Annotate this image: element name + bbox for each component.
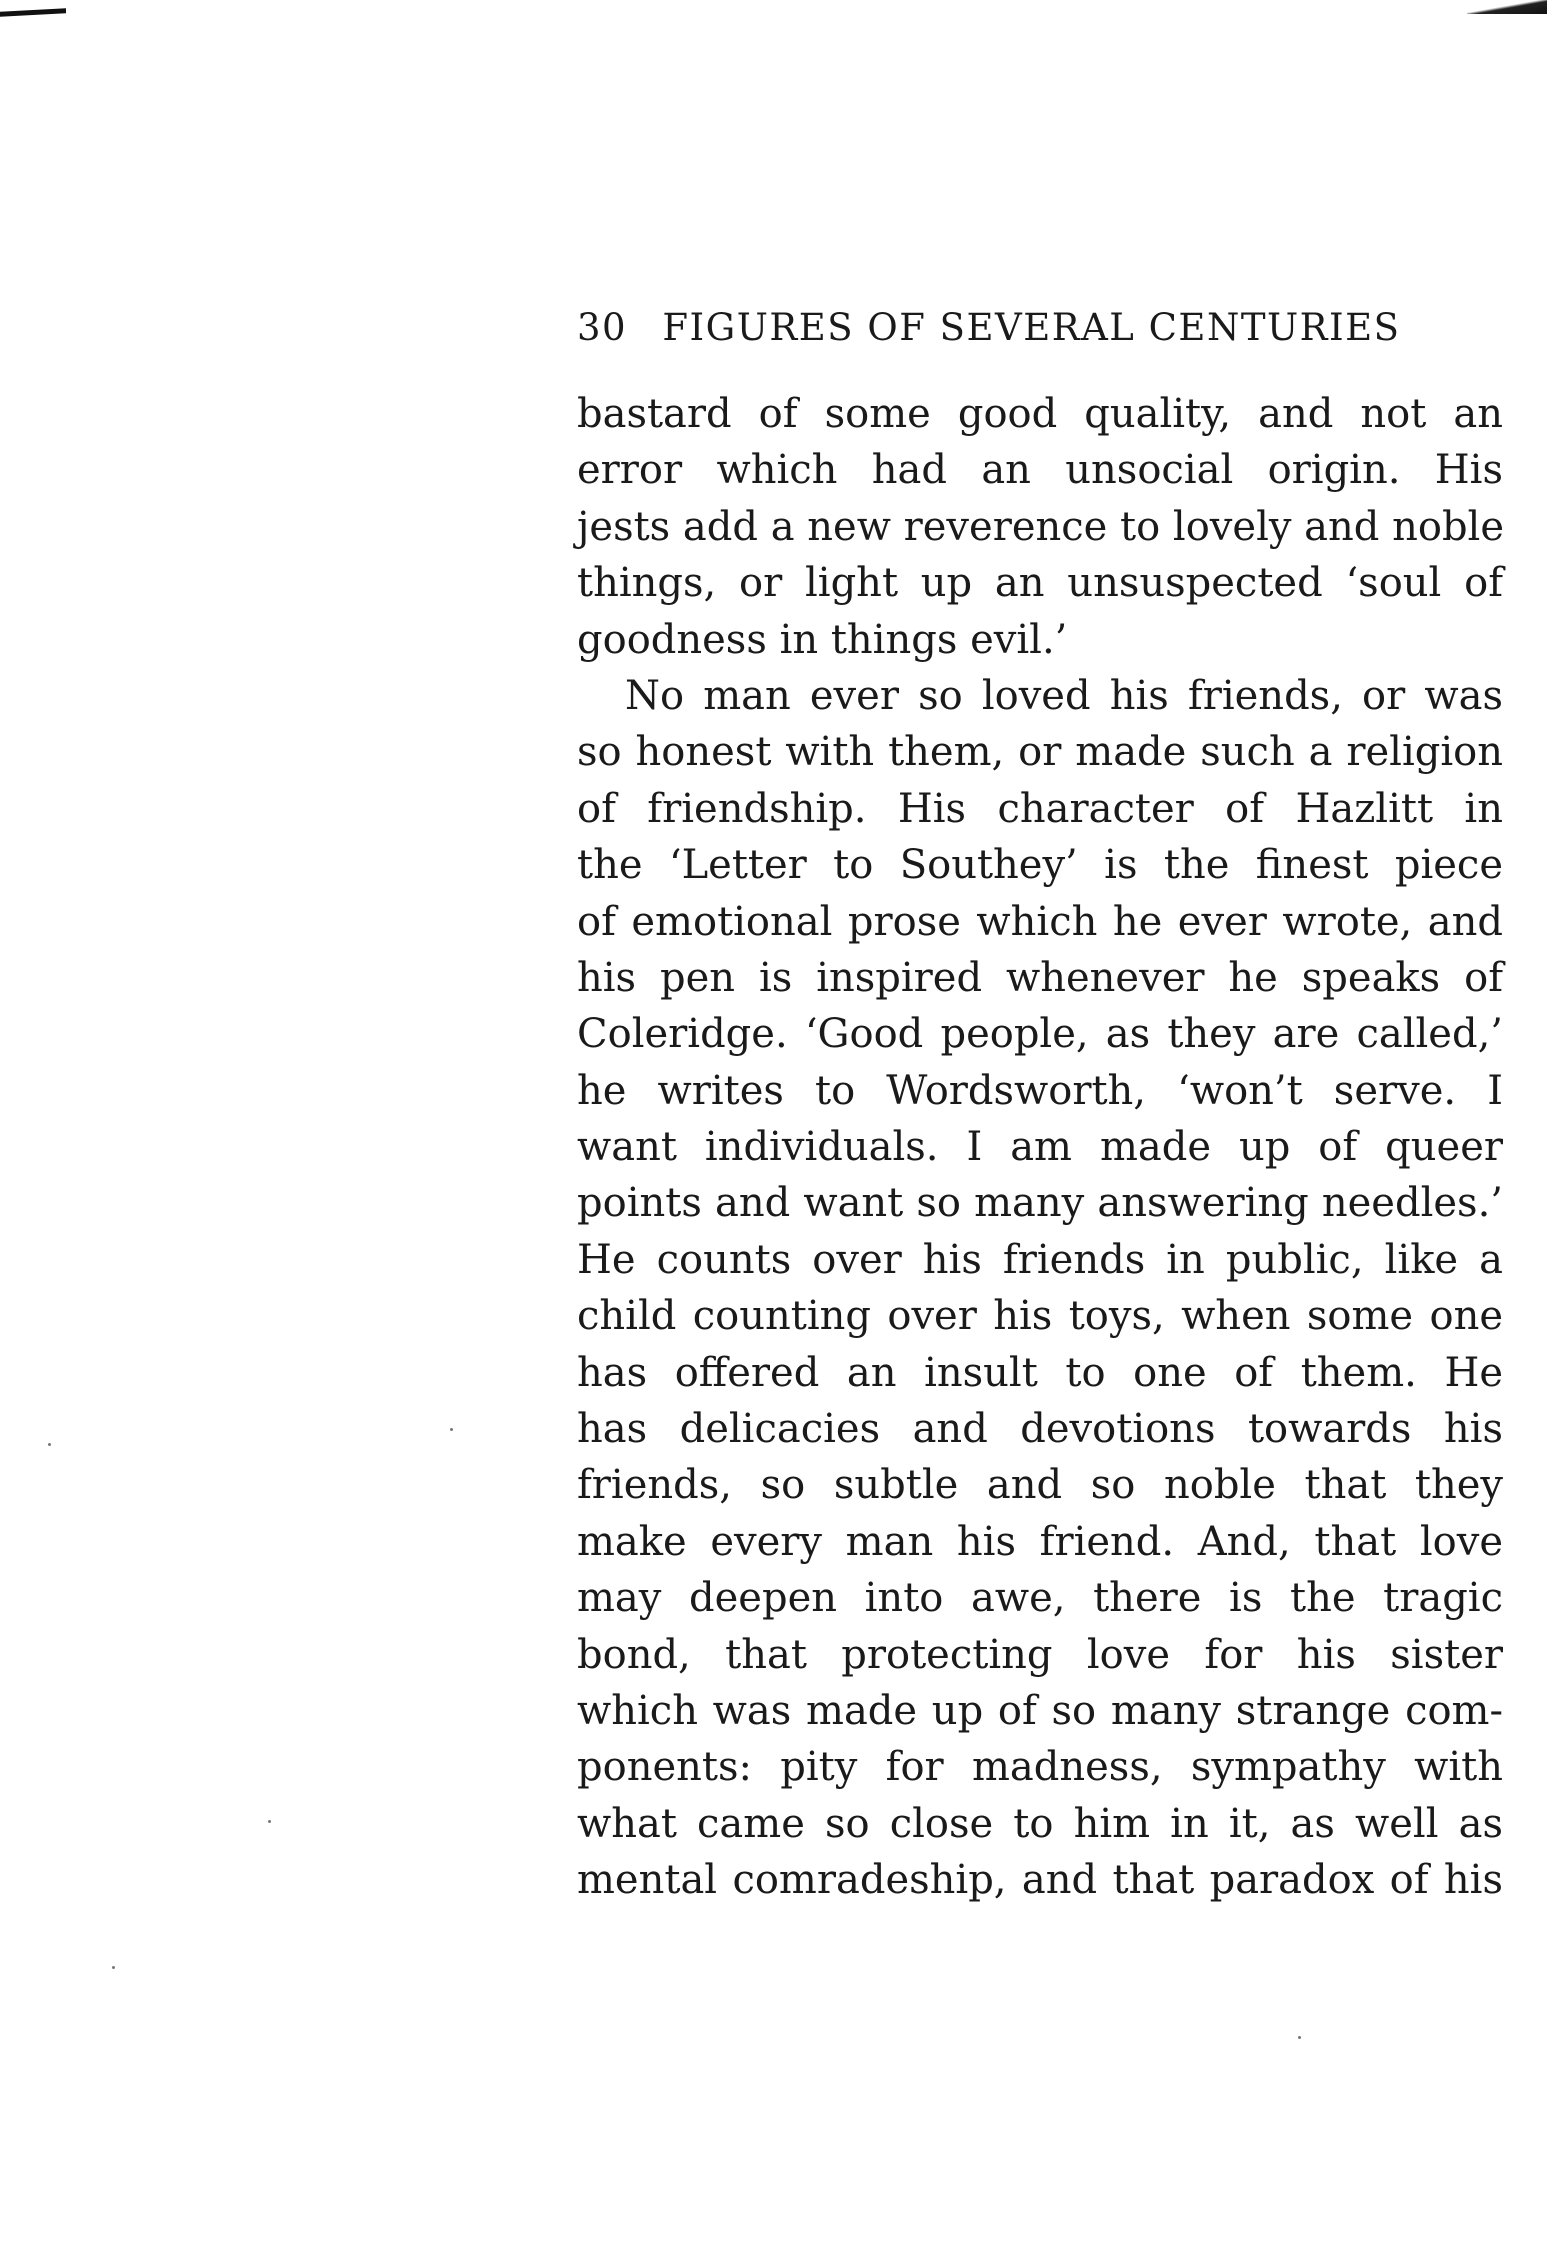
text-line: Coleridge. ‘Good people, as they are called,’ xyxy=(577,1011,1503,1058)
body-text xyxy=(577,386,1503,1909)
text-line: jests add a new reverence to lovely and noble xyxy=(577,503,1505,550)
running-header xyxy=(577,306,1459,349)
text-line: He counts over his friends in public, like a xyxy=(577,1236,1503,1283)
text-line: of emotional prose which he ever wrote, and xyxy=(577,898,1503,945)
running-title: FIGURES OF SEVERAL CENTURIES xyxy=(662,306,1401,349)
page-number: 30 xyxy=(577,306,628,349)
text-line: may deepen into awe, there is the tragic xyxy=(577,1575,1503,1622)
scan-speck xyxy=(48,1443,51,1446)
scan-speck xyxy=(450,1428,453,1431)
text-line: goodness in things evil.’ xyxy=(577,616,1068,663)
text-line: which was made up of so many strange com- xyxy=(577,1687,1503,1734)
scan-speck xyxy=(112,1966,115,1969)
text-line: bond, that protecting love for his sister xyxy=(577,1631,1503,1678)
text-line: bastard of some good quality, and not an xyxy=(577,391,1503,437)
text-line: what came so close to him in it, as well as xyxy=(577,1800,1503,1847)
text-line: things, or light up an unsuspected ‘soul of xyxy=(577,560,1503,607)
scan-edge-mark-left xyxy=(0,8,66,16)
text-line: error which had an unsocial origin. His xyxy=(577,447,1503,494)
text-line: has offered an insult to one of them. He xyxy=(577,1349,1503,1396)
scan-speck xyxy=(1298,2036,1301,2039)
text-line: he writes to Wordsworth, ‘won’t serve. I xyxy=(577,1067,1503,1114)
text-line: points and want so many answering needles.’ xyxy=(577,1180,1503,1227)
text-line: has delicacies and devotions towards his xyxy=(577,1406,1503,1453)
text-line: the ‘Letter to Southey’ is the finest piece xyxy=(577,842,1503,889)
scan-edge-mark-right xyxy=(1467,0,1547,14)
scan-speck xyxy=(268,1820,271,1823)
text-line: want individuals. I am made up of queer xyxy=(577,1124,1503,1171)
text-line: No man ever so loved his friends, or was xyxy=(625,672,1503,719)
text-line: so honest with them, or made such a religion xyxy=(577,729,1503,776)
text-line: make every man his friend. And, that love xyxy=(577,1518,1503,1565)
text-line: of friendship. His character of Hazlitt in xyxy=(577,785,1503,832)
text-line: mental comradeship, and that paradox of his xyxy=(577,1857,1503,1904)
text-line: child counting over his toys, when some one xyxy=(577,1293,1503,1340)
text-line: ponents: pity for madness, sympathy with xyxy=(577,1744,1503,1791)
text-line: his pen is inspired whenever he speaks of xyxy=(577,954,1503,1001)
text-line: friends, so subtle and so noble that they xyxy=(577,1462,1503,1509)
